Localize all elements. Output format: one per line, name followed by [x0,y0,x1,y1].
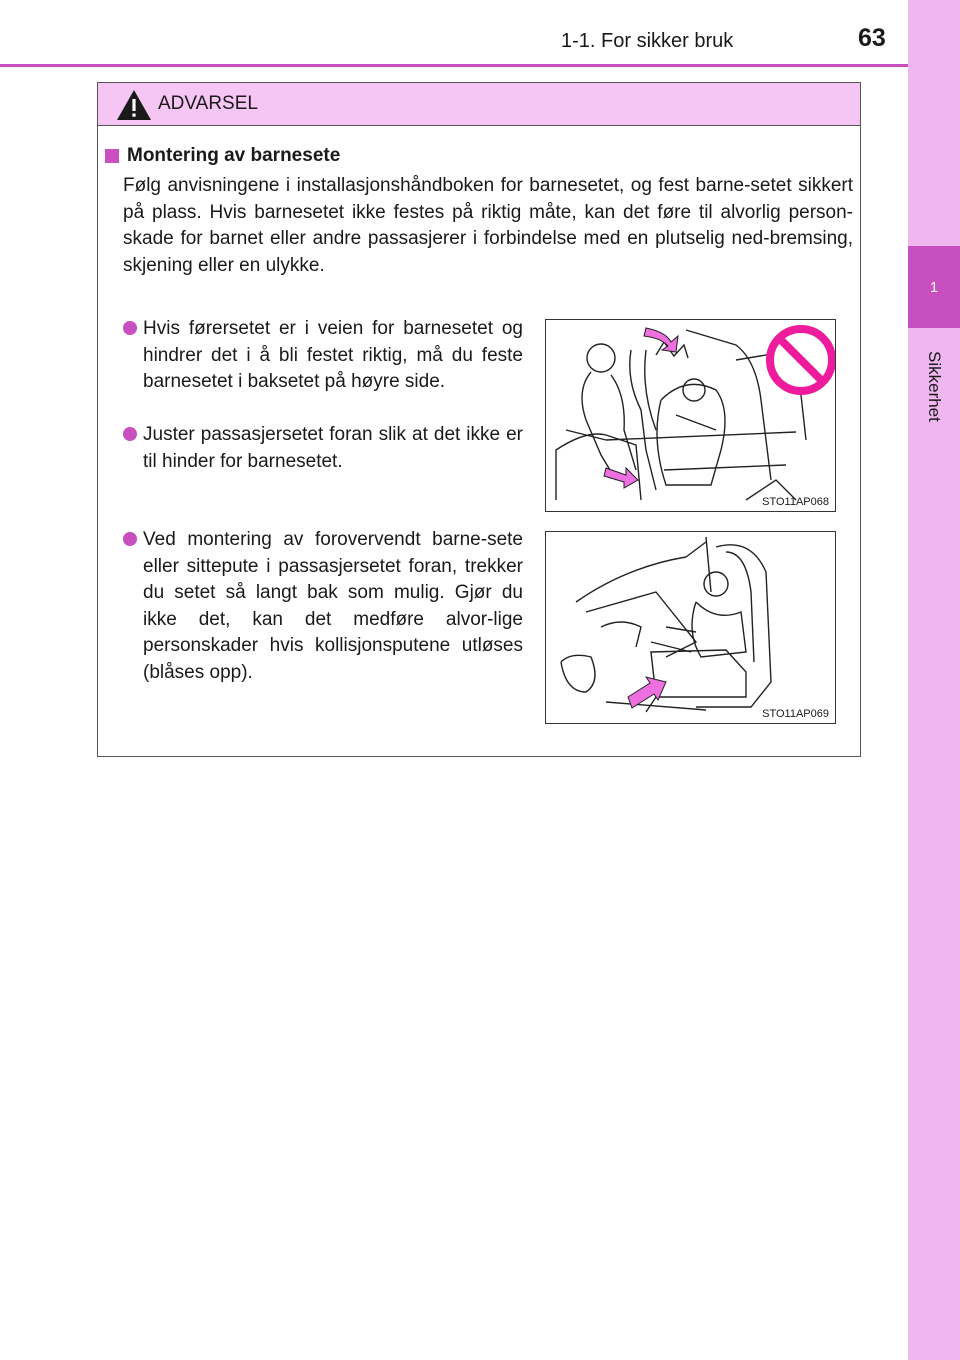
list-item-text: Hvis førersetet er i veien for barnesetet og hindrer det i å bli festet riktig, må du feste barnesetet i baksetet på høyre side. [143,318,523,392]
section-heading [105,145,340,167]
square-bullet-icon [105,149,119,163]
header-section-title: 1-1. For sikker bruk [561,30,734,52]
intro-text: Følg anvisningene i installasjonshåndboken for barnesetet, og fest barne-setet sikkert på plass. Hvis barnesetet ikke festes på riktig måte, kan det føre til alvorlig person-skade for barnet eller andre passasjerer i forbindelse med en plutselig ned-bremsing, skjening eller en ulykke. [123,175,853,276]
list-item [123,422,523,475]
chapter-title-container [908,336,960,436]
round-bullet-icon [123,427,137,441]
figure-rear-seat-illustration [545,319,836,512]
warning-label: ADVARSEL [158,93,258,114]
round-bullet-icon [123,532,137,546]
warning-triangle-icon [116,89,152,121]
figure-code: STO11AP068 [762,496,829,508]
warning-header [98,83,860,126]
chapter-title: Sikkerhet [925,350,944,422]
page-number: 63 [858,24,886,52]
chapter-number: 1 [908,246,960,328]
list-item-text: Ved montering av forovervendt barne-sete eller sittepute i passasjersetet foran, trekker du setet så langt bak som mulig. Gjør du ikke det, kan det medføre alvor-lige personskader hvis kollisjonsputene utløses (blåses opp). [143,529,523,683]
section-heading-text: Montering av barnesete [127,145,341,166]
rear-seat-illustration-icon [546,320,835,511]
list-item [123,527,523,686]
front-seat-illustration-icon [546,532,835,723]
figure-front-seat-illustration [545,531,836,724]
warning-box [97,82,861,757]
header-rule [0,64,908,67]
list-item-text: Juster passasjersetet foran slik at det ikke er til hinder for barnesetet. [143,424,523,472]
round-bullet-icon [123,321,137,335]
list-item [123,316,523,396]
figure-code: STO11AP069 [762,708,829,720]
side-tab [908,0,960,1360]
